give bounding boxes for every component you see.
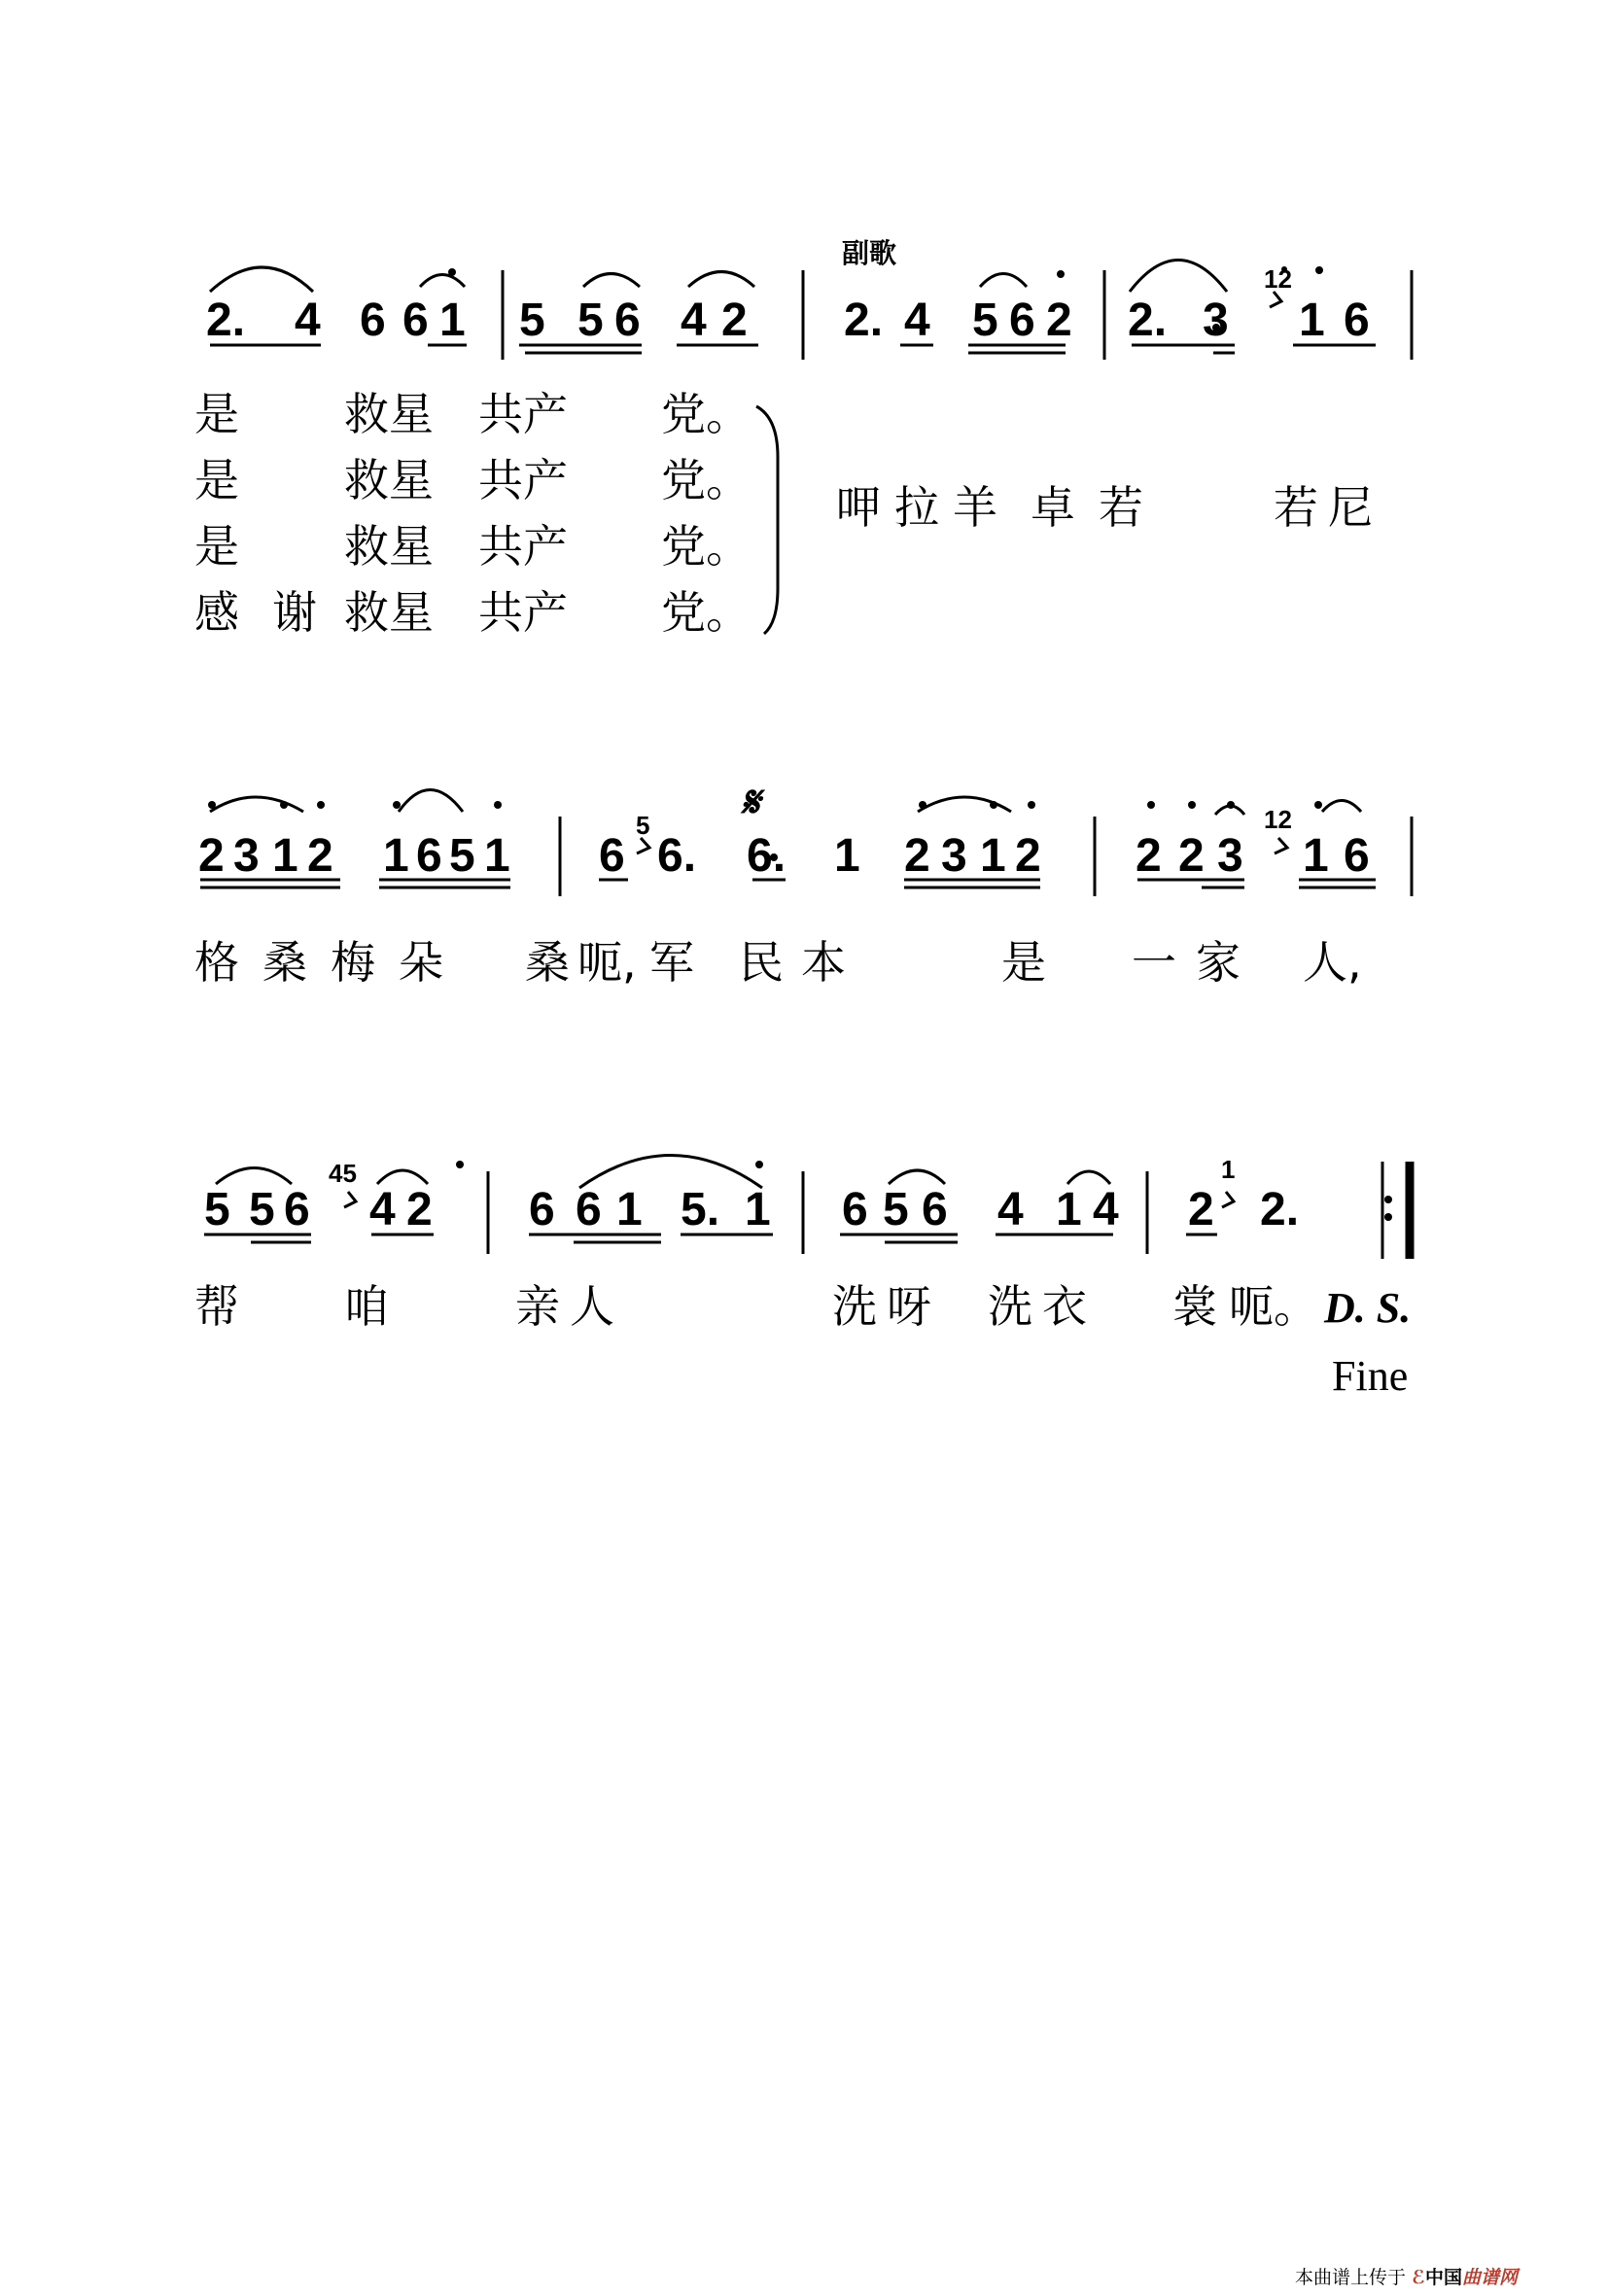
note: 2 (1046, 295, 1072, 346)
segno: 𝄋 (741, 779, 759, 826)
note: 1 (745, 1184, 771, 1235)
note: 1 (1056, 1184, 1082, 1235)
note: 1 (439, 295, 466, 346)
lyric: 朵 (399, 936, 443, 989)
lyric: 救星 (344, 388, 434, 440)
grace-note: 5 (636, 811, 650, 840)
ds-marking: D. S. (1324, 1284, 1412, 1332)
lyric: 呃。 (1229, 1280, 1318, 1333)
note: 3 (941, 830, 967, 882)
note: 6. (657, 830, 697, 882)
site-logo-icon: ℰ (1412, 2267, 1425, 2288)
note: 4 (1093, 1184, 1119, 1235)
note: 6. (747, 830, 787, 882)
note: 5 (972, 295, 998, 346)
site-name-part-a: 中国 (1424, 2267, 1462, 2288)
lyric: 一 (1132, 936, 1176, 989)
lyric: 洗 (988, 1280, 1032, 1333)
lyric: 是 (194, 388, 239, 440)
note: 6 (284, 1184, 310, 1235)
note: 5. (681, 1184, 720, 1235)
system-2-lyrics (194, 936, 1362, 989)
note: 6 (402, 295, 429, 346)
note: 6 (416, 830, 442, 882)
verse-1 (194, 388, 751, 440)
lyric: 格 (194, 936, 239, 989)
lyric: 呷 (836, 481, 881, 534)
grace-note: 1 (1221, 1155, 1236, 1184)
verse-4 (194, 586, 751, 639)
lyric: 呃, (577, 936, 637, 989)
note: 6 (1009, 295, 1035, 346)
lyric: 卓 (1031, 481, 1075, 534)
lyric: 党。 (661, 454, 751, 506)
note: 6 (614, 295, 641, 346)
lyric: 咱 (344, 1280, 389, 1333)
note: 2. (1260, 1184, 1300, 1235)
lyric: 共产 (478, 586, 568, 639)
system-3-notes (204, 1155, 1379, 1235)
note: 6 (842, 1184, 868, 1235)
lyric: 军 (649, 936, 694, 989)
grace-note: 45 (329, 1159, 357, 1188)
lyric: 是 (194, 454, 239, 506)
note: 2 (198, 830, 225, 882)
note: 2 (1178, 830, 1205, 882)
lyric: 共产 (478, 454, 568, 506)
note: 1 (272, 830, 298, 882)
note: 6 (529, 1184, 555, 1235)
note: 6 (576, 1184, 602, 1235)
note: 2. (1128, 295, 1168, 346)
note: 5 (449, 830, 475, 882)
lyric: 拉 (894, 481, 939, 534)
note: 3 (1217, 830, 1243, 882)
system-2-notes (198, 779, 1370, 882)
note: 1 (1303, 830, 1329, 882)
lyric: 帮 (194, 1280, 239, 1333)
lyric: 共产 (478, 388, 568, 440)
note: 2 (1136, 830, 1162, 882)
note: 3 (233, 830, 260, 882)
verse-2 (194, 454, 751, 506)
note: 2 (1015, 830, 1041, 882)
lyric: 裳 (1172, 1280, 1217, 1333)
section-label: 副歌 (842, 237, 897, 269)
refrain-lyric (836, 481, 1373, 534)
note: 5 (519, 295, 545, 346)
lyric: 救星 (344, 520, 434, 573)
note: 1 (383, 830, 409, 882)
note: 2 (1188, 1184, 1214, 1235)
lyric: 若 (1099, 481, 1143, 534)
lyric: 衣 (1042, 1280, 1087, 1333)
note: 6 (1344, 295, 1370, 346)
footer-text: 本曲谱上传于 (1295, 2267, 1407, 2288)
note: 5 (577, 295, 604, 346)
lyric: 感 (194, 586, 239, 639)
note: 6 (1344, 830, 1370, 882)
note: 4 (369, 1184, 396, 1235)
lyric: 人, (1303, 936, 1362, 989)
source-footer (1295, 2263, 1518, 2289)
lyric: 救星 (344, 454, 434, 506)
verse-3 (194, 520, 751, 573)
note: 1 (484, 830, 510, 882)
lyric: 亲 (515, 1280, 560, 1333)
note: 1 (834, 830, 860, 882)
note: 1 (616, 1184, 643, 1235)
grace-note: 12 (1264, 264, 1292, 294)
lyric: 洗 (832, 1280, 877, 1333)
note: 6 (599, 830, 625, 882)
lyric: 是 (1001, 936, 1046, 989)
note: 6 (922, 1184, 948, 1235)
note: 5 (249, 1184, 275, 1235)
lyric: 桑 (525, 936, 570, 989)
system-3-lyrics (194, 1280, 1411, 1400)
note: 2 (904, 830, 930, 882)
note: 2 (406, 1184, 433, 1235)
note: 1 (1299, 295, 1325, 346)
note: 4 (997, 1184, 1024, 1235)
lyric: 党。 (661, 586, 751, 639)
note: 6 (360, 295, 386, 346)
note: 4 (295, 295, 321, 346)
lyric: 救星 (344, 586, 434, 639)
system-1-lyrics (194, 388, 1373, 639)
note: 4 (681, 295, 707, 346)
system-1-notes (206, 264, 1370, 346)
lyric: 桑 (262, 936, 307, 989)
note: 2. (206, 295, 246, 346)
lyric: 羊 (953, 481, 997, 534)
site-name-part-b: 曲谱网 (1461, 2267, 1518, 2288)
lyric: 人 (570, 1280, 614, 1333)
note: 3 (1203, 295, 1229, 346)
system-1-markings (210, 261, 1412, 635)
fine-marking: Fine (1332, 1352, 1409, 1400)
lyric: 谢 (272, 586, 317, 639)
lyric: 尼 (1328, 481, 1373, 534)
note: 2. (844, 295, 884, 346)
lyric: 呀 (887, 1280, 931, 1333)
note: 5 (883, 1184, 909, 1235)
lyric: 梅 (331, 936, 375, 989)
lyric: 党。 (661, 520, 751, 573)
note: 5 (204, 1184, 230, 1235)
lyric: 若 (1274, 481, 1318, 534)
note: 1 (980, 830, 1006, 882)
lyric: 民 (739, 936, 784, 989)
lyric: 是 (194, 520, 239, 573)
lyric: 党。 (661, 388, 751, 440)
note: 2 (721, 295, 748, 346)
note: 2 (307, 830, 333, 882)
lyric: 共产 (478, 520, 568, 573)
note: 4 (904, 295, 930, 346)
grace-note: 12 (1264, 805, 1292, 834)
lyric: 本 (801, 936, 846, 989)
lyric: 家 (1196, 936, 1241, 989)
